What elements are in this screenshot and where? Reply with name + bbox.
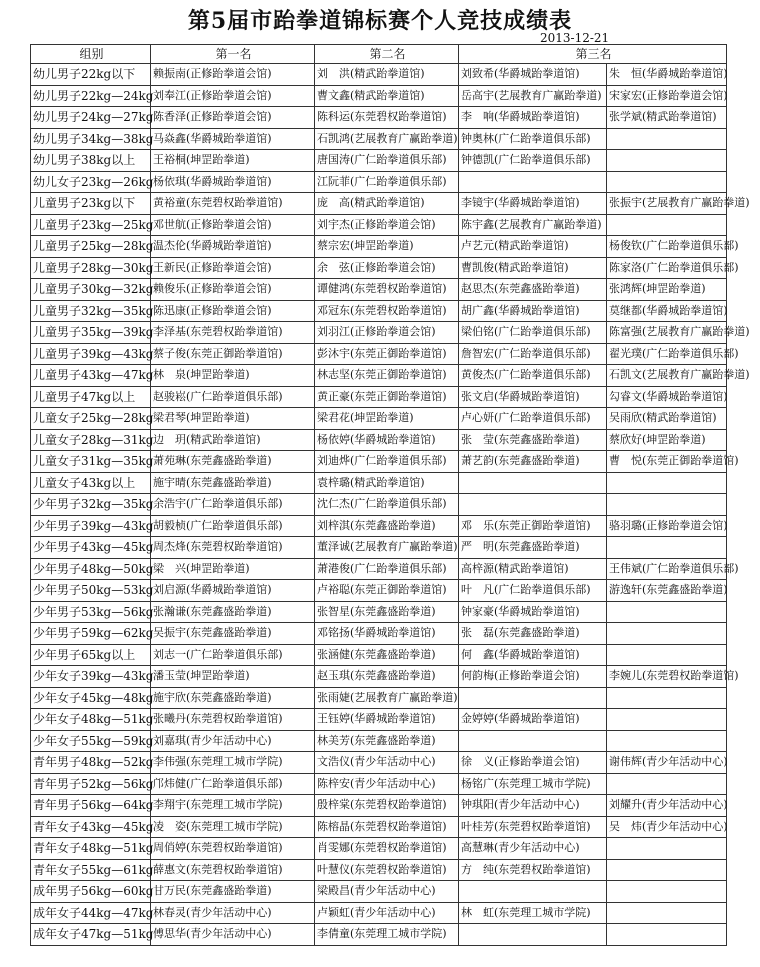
cell-third-b	[607, 494, 727, 516]
cell-second: 沈仁杰(广仁跆拳道俱乐部)	[315, 494, 459, 516]
cell-group: 幼儿男子24kg—27kg	[31, 107, 151, 129]
cell-group: 儿童男子28kg—30kg	[31, 257, 151, 279]
cell-first: 潘玉莹(坤罡跆拳道)	[151, 666, 315, 688]
cell-second: 陈榕晶(东莞碧权跆拳道馆)	[315, 816, 459, 838]
cell-group: 儿童女子25kg—28kg	[31, 408, 151, 430]
cell-first: 施宇欣(东莞鑫盛跆拳道)	[151, 687, 315, 709]
table-row	[31, 730, 727, 752]
cell-second: 林志坚(东莞正御跆拳道馆)	[315, 365, 459, 387]
cell-second: 蔡宗宏(坤罡跆拳道)	[315, 236, 459, 258]
cell-group: 儿童女子28kg—31kg	[31, 429, 151, 451]
cell-third-b: 宋家宏(正修跆拳道会馆)	[607, 85, 727, 107]
table-row	[31, 322, 727, 344]
cell-third-a	[459, 494, 607, 516]
cell-first: 赖振南(正修跆拳道会馆)	[151, 64, 315, 86]
cell-group: 儿童男子30kg—32kg	[31, 279, 151, 301]
cell-third-a: 梁伯铭(广仁跆拳道俱乐部)	[459, 322, 607, 344]
cell-first: 陈迅康(正修跆拳道会馆)	[151, 300, 315, 322]
cell-second: 张涵健(东莞鑫盛跆拳道)	[315, 644, 459, 666]
cell-third-a	[459, 687, 607, 709]
cell-first: 李泽基(东莞碧权跆拳道馆)	[151, 322, 315, 344]
cell-third-a: 何 鑫(华爵城跆拳道馆)	[459, 644, 607, 666]
header-second: 第二名	[315, 45, 459, 64]
header-first: 第一名	[151, 45, 315, 64]
cell-second: 萧港俊(广仁跆拳道俱乐部)	[315, 558, 459, 580]
cell-third-b: 陈家洛(广仁跆拳道俱乐部)	[607, 257, 727, 279]
cell-third-b: 吴 炜(青少年活动中心)	[607, 816, 727, 838]
cell-third-b: 吴雨欣(精武跆拳道馆)	[607, 408, 727, 430]
cell-group: 青年男子52kg—56kg	[31, 773, 151, 795]
cell-group: 儿童男子39kg—43kg	[31, 343, 151, 365]
table-row	[31, 85, 727, 107]
cell-second: 谭健鸿(东莞碧权跆拳道馆)	[315, 279, 459, 301]
cell-third-b: 翟光璞(广仁跆拳道俱乐部)	[607, 343, 727, 365]
table-row	[31, 709, 727, 731]
cell-first: 李翔宇(东莞理工城市学院)	[151, 795, 315, 817]
cell-second: 彭沐宇(东莞正御跆拳道馆)	[315, 343, 459, 365]
cell-second: 李倩童(东莞理工城市学院)	[315, 924, 459, 946]
cell-group: 青年男子48kg—52kg	[31, 752, 151, 774]
cell-second: 石凯鸿(艺展教育广赢跆拳道)	[315, 128, 459, 150]
table-row	[31, 214, 727, 236]
table-row	[31, 494, 727, 516]
cell-third-a: 岳高宇(艺展教育广赢跆拳道)	[459, 85, 607, 107]
results-table	[30, 44, 750, 946]
cell-third-b	[607, 537, 727, 559]
cell-group: 成年男子56kg—60kg	[31, 881, 151, 903]
table-row	[31, 601, 727, 623]
cell-third-b	[607, 472, 727, 494]
cell-group: 少年男子65kg以上	[31, 644, 151, 666]
table-row	[31, 881, 727, 903]
table-row	[31, 859, 727, 881]
cell-second: 刘羽江(正修跆拳道会馆)	[315, 322, 459, 344]
cell-third-a: 詹智宏(广仁跆拳道俱乐部)	[459, 343, 607, 365]
cell-first: 甘万民(东莞鑫盛跆拳道)	[151, 881, 315, 903]
cell-first: 刘志一(广仁跆拳道俱乐部)	[151, 644, 315, 666]
cell-third-b: 勾睿文(华爵城跆拳道馆)	[607, 386, 727, 408]
cell-first: 刘嘉琪(青少年活动中心)	[151, 730, 315, 752]
cell-third-b: 石凯文(艺展教育广赢跆拳道)	[607, 365, 727, 387]
cell-first: 赖俊乐(正修跆拳道会馆)	[151, 279, 315, 301]
cell-third-b: 朱 恒(华爵城跆拳道馆)	[607, 64, 727, 86]
cell-group: 少年女子39kg—43kg	[31, 666, 151, 688]
cell-first: 邝炜健(广仁跆拳道俱乐部)	[151, 773, 315, 795]
cell-first: 梁 兴(坤罡跆拳道)	[151, 558, 315, 580]
cell-group: 青年女子43kg—45kg	[31, 816, 151, 838]
cell-third-a: 张 莹(东莞鑫盛跆拳道)	[459, 429, 607, 451]
cell-third-b: 莫继都(华爵城跆拳道馆)	[607, 300, 727, 322]
table-row	[31, 752, 727, 774]
cell-third-b: 王伟斌(广仁跆拳道俱乐部)	[607, 558, 727, 580]
cell-third-b: 游逸轩(东莞鑫盛跆拳道)	[607, 580, 727, 602]
cell-second: 邓冠东(东莞碧权跆拳道馆)	[315, 300, 459, 322]
cell-second: 余 弦(正修跆拳道会馆)	[315, 257, 459, 279]
table-row	[31, 107, 727, 129]
cell-third-a: 钟家豪(华爵城跆拳道馆)	[459, 601, 607, 623]
cell-third-a: 张 磊(东莞鑫盛跆拳道)	[459, 623, 607, 645]
cell-third-a: 严 明(东莞鑫盛跆拳道)	[459, 537, 607, 559]
cell-third-b	[607, 902, 727, 924]
table-row	[31, 128, 727, 150]
cell-third-b	[607, 623, 727, 645]
cell-third-a: 陈宇鑫(艺展教育广赢跆拳道)	[459, 214, 607, 236]
table-row	[31, 580, 727, 602]
cell-group: 幼儿男子22kg—24kg	[31, 85, 151, 107]
header-third: 第三名	[459, 45, 727, 64]
cell-second: 卢颖虹(青少年活动中心)	[315, 902, 459, 924]
cell-third-b: 谢伟辉(青少年活动中心)	[607, 752, 727, 774]
cell-third-a: 钟奥林(广仁跆拳道俱乐部)	[459, 128, 607, 150]
cell-group: 少年男子53kg—56kg	[31, 601, 151, 623]
cell-first: 邓世航(正修跆拳道会馆)	[151, 214, 315, 236]
table-row	[31, 666, 727, 688]
cell-third-a: 何韵梅(正修跆拳道会馆)	[459, 666, 607, 688]
cell-third-a: 李 响(华爵城跆拳道馆)	[459, 107, 607, 129]
cell-first: 边 玥(精武跆拳道馆)	[151, 429, 315, 451]
table-row	[31, 795, 727, 817]
cell-first: 胡毅桢(广仁跆拳道俱乐部)	[151, 515, 315, 537]
cell-group: 少年女子48kg—51kg	[31, 709, 151, 731]
cell-third-a: 杨铭广(东莞理工城市学院)	[459, 773, 607, 795]
cell-third-b	[607, 924, 727, 946]
cell-third-b	[607, 644, 727, 666]
cell-third-b: 李婉儿(东莞碧权跆拳道馆)	[607, 666, 727, 688]
cell-third-b: 刘耀升(青少年活动中心)	[607, 795, 727, 817]
cell-second: 梁殿昌(青少年活动中心)	[315, 881, 459, 903]
header-row	[31, 45, 727, 64]
cell-third-a	[459, 730, 607, 752]
table-row	[31, 343, 727, 365]
table-row	[31, 257, 727, 279]
cell-third-b	[607, 773, 727, 795]
cell-first: 林春灵(青少年活动中心)	[151, 902, 315, 924]
cell-first: 蔡子俊(东莞正御跆拳道馆)	[151, 343, 315, 365]
cell-third-a: 林 虹(东莞理工城市学院)	[459, 902, 607, 924]
cell-group: 儿童男子23kg—25kg	[31, 214, 151, 236]
cell-first: 张曦丹(东莞碧权跆拳道馆)	[151, 709, 315, 731]
table-row	[31, 558, 727, 580]
cell-first: 杨依琪(华爵城跆拳道馆)	[151, 171, 315, 193]
cell-third-a	[459, 924, 607, 946]
cell-second: 陈科运(东莞碧权跆拳道馆)	[315, 107, 459, 129]
cell-third-a: 叶桂芳(东莞碧权跆拳道馆)	[459, 816, 607, 838]
cell-second: 邓铭扬(华爵城跆拳道馆)	[315, 623, 459, 645]
cell-first: 吴振宇(东莞鑫盛跆拳道)	[151, 623, 315, 645]
cell-first: 黄裕童(东莞碧权跆拳道馆)	[151, 193, 315, 215]
cell-second: 肖雯娜(东莞碧权跆拳道馆)	[315, 838, 459, 860]
cell-third-b	[607, 150, 727, 172]
cell-group: 儿童女子31kg—35kg	[31, 451, 151, 473]
table-row	[31, 537, 727, 559]
cell-third-b: 张振宇(艺展教育广赢跆拳道)	[607, 193, 727, 215]
table-row	[31, 902, 727, 924]
cell-third-a: 叶 凡(广仁跆拳道俱乐部)	[459, 580, 607, 602]
cell-third-a: 赵思杰(东莞鑫盛跆拳道)	[459, 279, 607, 301]
cell-third-a	[459, 472, 607, 494]
cell-third-a: 胡广鑫(华爵城跆拳道馆)	[459, 300, 607, 322]
cell-third-a: 卢心妍(广仁跆拳道俱乐部)	[459, 408, 607, 430]
cell-group: 幼儿男子38kg以上	[31, 150, 151, 172]
cell-third-b: 蔡欣好(坤罡跆拳道)	[607, 429, 727, 451]
cell-first: 马焱鑫(华爵城跆拳道馆)	[151, 128, 315, 150]
table-row	[31, 838, 727, 860]
cell-second: 唐国涛(广仁跆拳道俱乐部)	[315, 150, 459, 172]
cell-group: 少年女子55kg—59kg	[31, 730, 151, 752]
cell-third-b	[607, 214, 727, 236]
table-row	[31, 236, 727, 258]
cell-second: 陈梓安(青少年活动中心)	[315, 773, 459, 795]
table-row	[31, 386, 727, 408]
cell-first: 萧苑琳(东莞鑫盛跆拳道)	[151, 451, 315, 473]
cell-third-a: 徐 义(正修跆拳道会馆)	[459, 752, 607, 774]
cell-third-a: 卢艺元(精武跆拳道馆)	[459, 236, 607, 258]
cell-first: 林 泉(坤罡跆拳道)	[151, 365, 315, 387]
cell-third-b	[607, 601, 727, 623]
cell-first: 张瀚谦(东莞鑫盛跆拳道)	[151, 601, 315, 623]
cell-first: 李伟强(东莞理工城市学院)	[151, 752, 315, 774]
cell-second: 杨依婷(华爵城跆拳道馆)	[315, 429, 459, 451]
cell-third-b	[607, 859, 727, 881]
cell-second: 刘 洪(精武跆拳道馆)	[315, 64, 459, 86]
cell-group: 少年男子39kg—43kg	[31, 515, 151, 537]
table-row	[31, 429, 727, 451]
cell-group: 幼儿男子22kg以下	[31, 64, 151, 86]
cell-third-a: 黄俊杰(广仁跆拳道俱乐部)	[459, 365, 607, 387]
table-row	[31, 515, 727, 537]
cell-third-a: 高慧琳(青少年活动中心)	[459, 838, 607, 860]
cell-third-b	[607, 881, 727, 903]
cell-group: 儿童男子25kg—28kg	[31, 236, 151, 258]
cell-second: 王钰婷(华爵城跆拳道馆)	[315, 709, 459, 731]
cell-second: 曹文鑫(精武跆拳道馆)	[315, 85, 459, 107]
cell-second: 叶慧仪(东莞碧权跆拳道馆)	[315, 859, 459, 881]
page-title: 第5届市跆拳道锦标赛个人竞技成绩表	[187, 8, 573, 34]
cell-third-b	[607, 838, 727, 860]
cell-second: 文浩仪(青少年活动中心)	[315, 752, 459, 774]
table-row	[31, 924, 727, 946]
cell-third-b	[607, 171, 727, 193]
cell-group: 儿童男子23kg以下	[31, 193, 151, 215]
cell-group: 成年女子44kg—47kg	[31, 902, 151, 924]
cell-second: 殷梓棠(东莞碧权跆拳道馆)	[315, 795, 459, 817]
cell-second: 庞 高(精武跆拳道馆)	[315, 193, 459, 215]
cell-third-a: 曹凯俊(精武跆拳道馆)	[459, 257, 607, 279]
cell-first: 余浩宇(广仁跆拳道俱乐部)	[151, 494, 315, 516]
cell-first: 王新民(正修跆拳道会馆)	[151, 257, 315, 279]
cell-first: 刘启源(华爵城跆拳道馆)	[151, 580, 315, 602]
cell-second: 林美芳(东莞鑫盛跆拳道)	[315, 730, 459, 752]
cell-third-b: 杨俊钦(广仁跆拳道俱乐部)	[607, 236, 727, 258]
cell-group: 儿童男子32kg—35kg	[31, 300, 151, 322]
cell-third-a: 高梓源(精武跆拳道馆)	[459, 558, 607, 580]
cell-second: 梁君花(坤罡跆拳道)	[315, 408, 459, 430]
cell-second: 赵玉琪(东莞鑫盛跆拳道)	[315, 666, 459, 688]
cell-group: 青年女子55kg—61kg	[31, 859, 151, 881]
cell-third-a: 钟琪阳(青少年活动中心)	[459, 795, 607, 817]
cell-first: 周杰烽(东莞碧权跆拳道馆)	[151, 537, 315, 559]
table-row	[31, 623, 727, 645]
table-row	[31, 150, 727, 172]
table-row	[31, 451, 727, 473]
cell-third-b: 曹 悦(东莞正御跆拳道馆)	[607, 451, 727, 473]
cell-first: 凌 姿(东莞理工城市学院)	[151, 816, 315, 838]
cell-second: 黄正豪(东莞正御跆拳道馆)	[315, 386, 459, 408]
cell-first: 周俏婷(东莞碧权跆拳道馆)	[151, 838, 315, 860]
table-row	[31, 472, 727, 494]
cell-first: 陈香泽(正修跆拳道会馆)	[151, 107, 315, 129]
table-row	[31, 64, 727, 86]
cell-third-a	[459, 881, 607, 903]
cell-third-b	[607, 709, 727, 731]
cell-group: 幼儿男子34kg—38kg	[31, 128, 151, 150]
cell-third-a: 钟德凯(广仁跆拳道俱乐部)	[459, 150, 607, 172]
cell-second: 张智星(东莞鑫盛跆拳道)	[315, 601, 459, 623]
cell-second: 董泽诚(艺展教育广赢跆拳道)	[315, 537, 459, 559]
cell-first: 温杰伦(华爵城跆拳道馆)	[151, 236, 315, 258]
cell-third-a	[459, 171, 607, 193]
cell-third-b: 骆羽璐(正修跆拳道会馆)	[607, 515, 727, 537]
table-row	[31, 644, 727, 666]
cell-first: 赵骏崧(广仁跆拳道俱乐部)	[151, 386, 315, 408]
cell-group: 少年男子48kg—50kg	[31, 558, 151, 580]
table-row	[31, 193, 727, 215]
cell-group: 儿童男子47kg以上	[31, 386, 151, 408]
table-row	[31, 687, 727, 709]
cell-third-b	[607, 687, 727, 709]
cell-group: 幼儿女子23kg—26kg	[31, 171, 151, 193]
cell-second: 张雨婕(艺展教育广赢跆拳道)	[315, 687, 459, 709]
cell-third-b: 陈富强(艺展教育广赢跆拳道)	[607, 322, 727, 344]
table-row	[31, 773, 727, 795]
cell-third-a: 张文启(华爵城跆拳道馆)	[459, 386, 607, 408]
cell-third-b	[607, 730, 727, 752]
cell-first: 梁君琴(坤罡跆拳道)	[151, 408, 315, 430]
table-row	[31, 816, 727, 838]
cell-first: 施宇晴(东莞鑫盛跆拳道)	[151, 472, 315, 494]
cell-group: 儿童男子35kg—39kg	[31, 322, 151, 344]
table-row	[31, 171, 727, 193]
cell-group: 青年女子48kg—51kg	[31, 838, 151, 860]
cell-first: 薛惠文(东莞碧权跆拳道馆)	[151, 859, 315, 881]
cell-third-a: 邓 乐(东莞正御跆拳道馆)	[459, 515, 607, 537]
cell-second: 刘宇杰(正修跆拳道会馆)	[315, 214, 459, 236]
cell-third-b: 张学斌(精武跆拳道馆)	[607, 107, 727, 129]
cell-group: 少年男子59kg—62kg	[31, 623, 151, 645]
cell-second: 刘梓淇(东莞鑫盛跆拳道)	[315, 515, 459, 537]
cell-third-a: 金婷婷(华爵城跆拳道馆)	[459, 709, 607, 731]
cell-third-a: 方 纯(东莞碧权跆拳道馆)	[459, 859, 607, 881]
table-row	[31, 279, 727, 301]
header-group: 组别	[31, 45, 151, 64]
cell-second: 江阮菲(广仁跆拳道俱乐部)	[315, 171, 459, 193]
cell-third-a: 刘致希(华爵城跆拳道馆)	[459, 64, 607, 86]
cell-first: 王裕桐(坤罡跆拳道)	[151, 150, 315, 172]
cell-group: 儿童男子43kg—47kg	[31, 365, 151, 387]
cell-third-a: 李镜宇(华爵城跆拳道馆)	[459, 193, 607, 215]
cell-third-b	[607, 128, 727, 150]
cell-second: 卢裕聪(东莞正御跆拳道馆)	[315, 580, 459, 602]
table-row	[31, 365, 727, 387]
cell-second: 刘迪烨(广仁跆拳道俱乐部)	[315, 451, 459, 473]
cell-group: 少年男子50kg—53kg	[31, 580, 151, 602]
cell-third-b: 张鸿辉(坤罡跆拳道)	[607, 279, 727, 301]
cell-first: 刘奉江(正修跆拳道会馆)	[151, 85, 315, 107]
table-row	[31, 408, 727, 430]
table-row	[31, 300, 727, 322]
cell-group: 少年男子43kg—45kg	[31, 537, 151, 559]
document-date: 2013-12-21	[540, 31, 610, 45]
cell-third-a: 萧艺韵(东莞鑫盛跆拳道)	[459, 451, 607, 473]
cell-second: 袁梓璐(精武跆拳道馆)	[315, 472, 459, 494]
cell-group: 儿童女子43kg以上	[31, 472, 151, 494]
cell-group: 少年男子32kg—35kg	[31, 494, 151, 516]
cell-group: 成年女子47kg—51kg	[31, 924, 151, 946]
cell-first: 傅思华(青少年活动中心)	[151, 924, 315, 946]
cell-group: 少年女子45kg—48kg	[31, 687, 151, 709]
cell-group: 青年男子56kg—64kg	[31, 795, 151, 817]
